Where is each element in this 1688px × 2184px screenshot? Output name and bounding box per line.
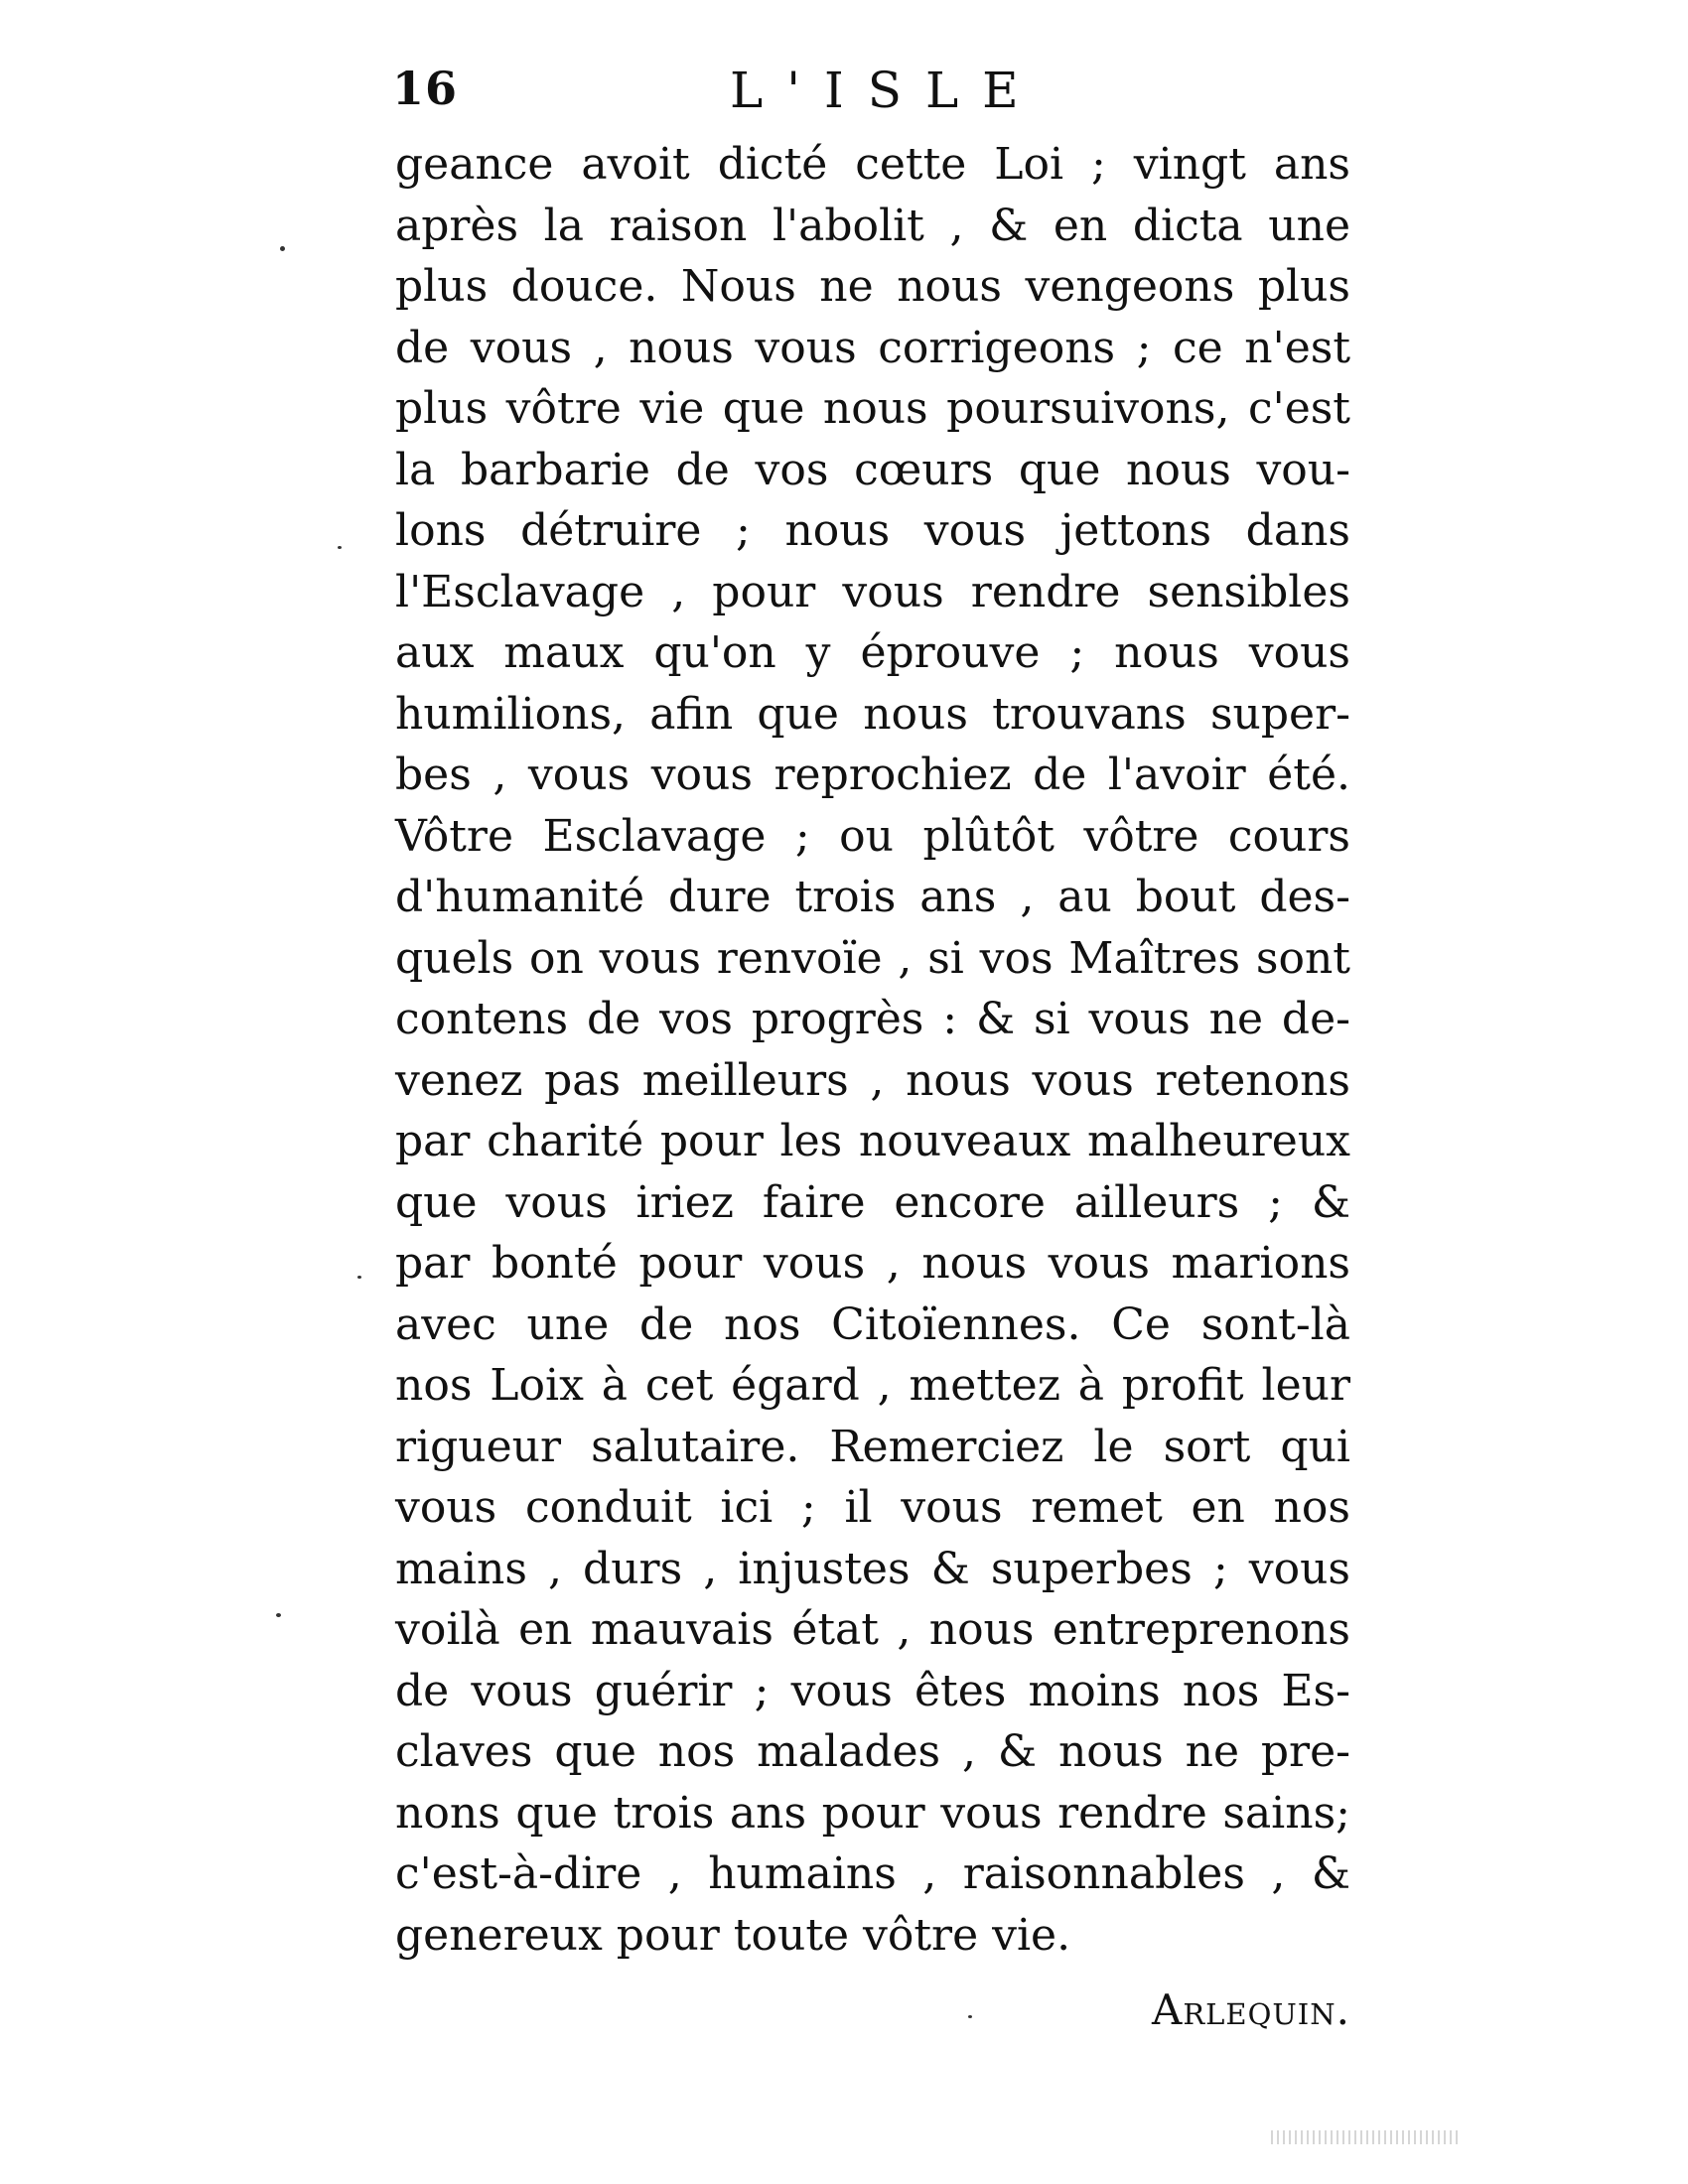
text-line: plus douce. Nous ne nous vengeons plus [395, 261, 1350, 312]
text-line: aux maux qu'on y éprouve ; nous vous [395, 627, 1350, 678]
text-line: venez pas meilleurs , nous vous retenons [395, 1054, 1350, 1106]
text-line: nos Loix à cet égard , mettez à profit leur [395, 1360, 1350, 1411]
text-line: mains , durs , injustes & superbes ; vous [395, 1543, 1350, 1594]
ink-speck [338, 546, 342, 549]
text-line: nons que trois ans pour vous rendre sains; [395, 1787, 1350, 1839]
text-line: Vôtre Esclavage ; ou plûtôt vôtre cours [395, 810, 1350, 862]
text-line: geance avoit dicté cette Loi ; vingt ans [395, 139, 1350, 190]
text-line: humilions, afin que nous trouvans super- [395, 688, 1350, 740]
ink-speck [357, 1276, 361, 1279]
text-line: plus vôtre vie que nous poursuivons, c'est [395, 383, 1350, 434]
text-line: l'Esclavage , pour vous rendre sensibles [395, 566, 1350, 617]
text-line: après la raison l'abolit , & en dicta une [395, 200, 1350, 251]
text-line: contens de vos progrès : & si vous ne de- [395, 994, 1350, 1044]
text-line: de vous , nous vous corrigeons ; ce n'est [395, 322, 1350, 373]
text-line: claves que nos malades , & nous ne pre- [395, 1726, 1350, 1777]
text-line: rigueur salutaire. Remerciez le sort qui [395, 1421, 1350, 1472]
text-line: d'humanité dure trois ans , au bout des- [395, 872, 1350, 922]
scan-edge-noise [1271, 2130, 1460, 2144]
text-line: par charité pour les nouveaux malheureux [395, 1116, 1350, 1166]
text-line: genereux pour toute vôtre vie. [395, 1909, 1071, 1961]
text-line: avec une de nos Citoïennes. Ce sont-là [395, 1298, 1350, 1350]
text-line: voilà en mauvais état , nous entreprenons [395, 1604, 1350, 1655]
text-line: bes , vous vous reprochiez de l'avoir été. [395, 750, 1350, 800]
ink-speck [280, 246, 285, 251]
ink-speck [276, 1613, 281, 1617]
text-line: quels on vous renvoïe , si vos Maîtres sont [395, 932, 1350, 984]
text-line: lons détruire ; nous vous jettons dans [395, 505, 1350, 556]
text-line: c'est-à-dire , humains , raisonnables , & [395, 1848, 1350, 1899]
ink-speck [968, 2015, 972, 2018]
text-line: que vous iriez faire encore ailleurs ; & [395, 1176, 1350, 1228]
text-line: de vous guérir ; vous êtes moins nos Es- [395, 1665, 1350, 1716]
body-text [395, 134, 1350, 1966]
page-header [392, 62, 1345, 131]
page-number: 16 [392, 62, 459, 115]
catchword: Arlequin. [1152, 1985, 1350, 2034]
text-line: la barbarie de vos cœurs que nous vou- [395, 444, 1350, 495]
running-title: L'ISLE [730, 62, 1043, 119]
text-line: par bonté pour vous , nous vous marions [395, 1238, 1350, 1289]
text-line: vous conduit ici ; il vous remet en nos [395, 1482, 1350, 1533]
